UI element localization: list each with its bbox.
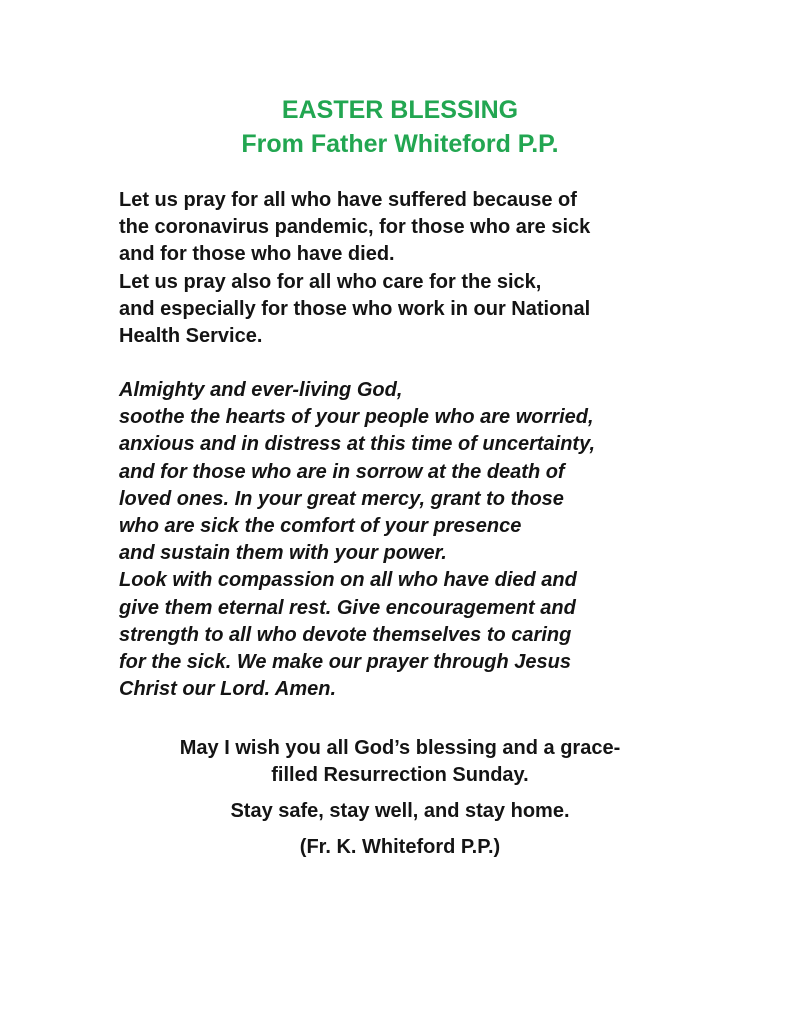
closing-wish-line: May I wish you all God’s blessing and a grace- xyxy=(179,737,621,759)
signature: (Fr. K. Whiteford P.P.) xyxy=(299,836,501,858)
intro-paragraph xyxy=(119,187,719,350)
prayer-line: Look with compassion on all who have died and xyxy=(119,569,577,592)
prayer-line: and sustain them with your power. xyxy=(119,542,447,565)
prayer-line: who are sick the comfort of your presence xyxy=(119,515,522,538)
prayer-line: give them eternal rest. Give encouragement and xyxy=(119,596,576,619)
intro-line: and for those who have died. xyxy=(119,243,395,266)
prayer-line: Christ our Lord. Amen. xyxy=(119,678,337,701)
prayer-line: soothe the hearts of your people who are worried, xyxy=(119,406,594,429)
prayer-line: for the sick. We make our prayer through Jesus xyxy=(119,651,571,674)
intro-line: the coronavirus pandemic, for those who are sick xyxy=(119,216,591,239)
closing-wish-line: filled Resurrection Sunday. xyxy=(271,764,529,787)
prayer-line: loved ones. In your great mercy, grant to those xyxy=(119,487,564,510)
page-subtitle: From Father Whiteford P.P. xyxy=(241,130,559,158)
prayer-line: anxious and in distress at this time of uncertainty, xyxy=(119,433,596,456)
intro-line: Let us pray for all who have suffered because of xyxy=(119,189,577,211)
page-title: EASTER BLESSING xyxy=(281,96,519,124)
prayer-line: Almighty and ever-living God, xyxy=(119,379,403,401)
prayer-line: strength to all who devote themselves to caring xyxy=(119,623,572,646)
prayer-line: and for those who are in sorrow at the death of xyxy=(119,460,565,483)
closing-wish xyxy=(0,735,800,790)
intro-line: and especially for those who work in our National xyxy=(119,297,591,320)
intro-line: Let us pray also for all who care for the sick, xyxy=(119,270,542,293)
intro-line: Health Service. xyxy=(119,325,263,348)
stay-safe-line: Stay safe, stay well, and stay home. xyxy=(230,800,570,822)
prayer-paragraph xyxy=(119,377,719,703)
